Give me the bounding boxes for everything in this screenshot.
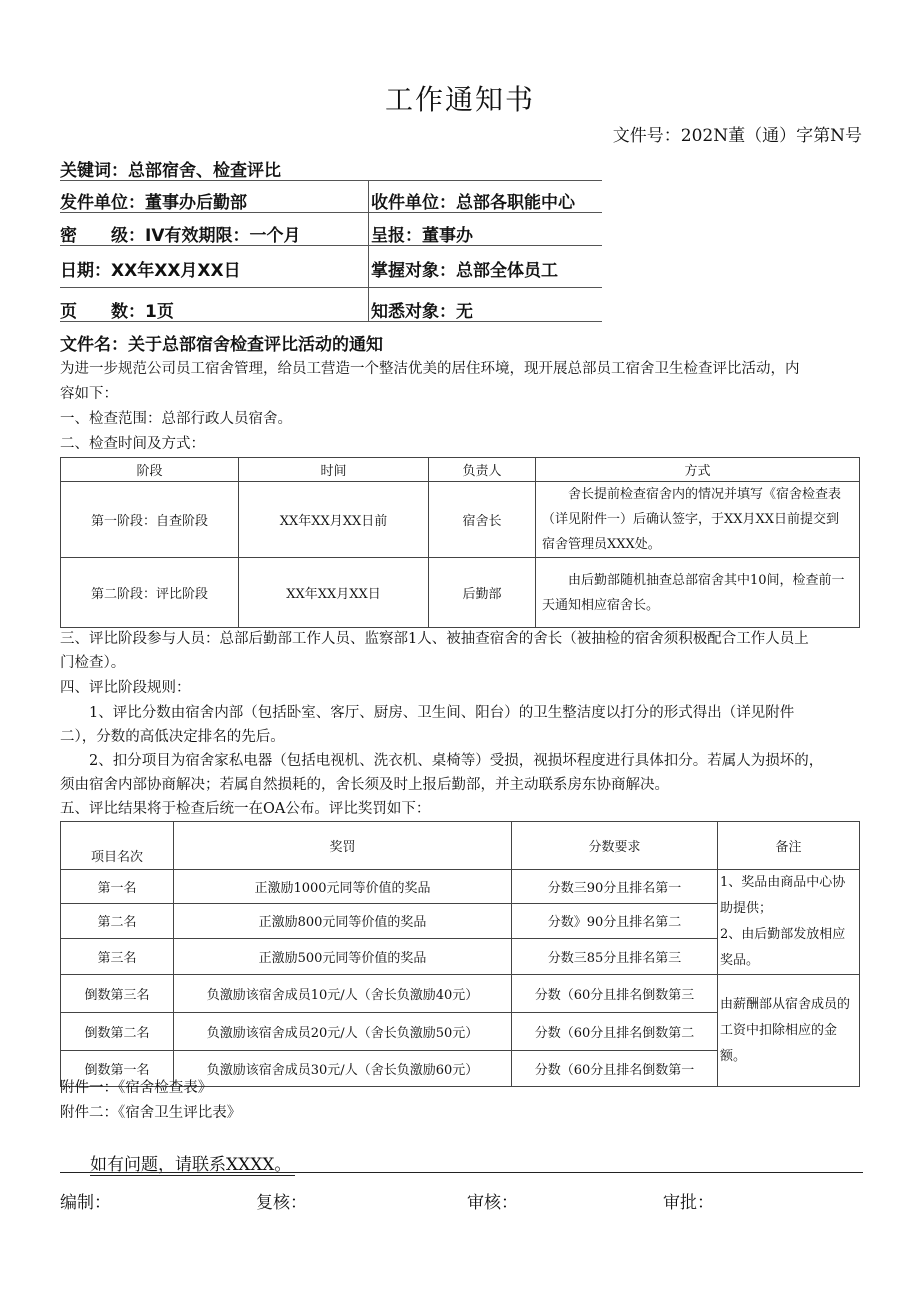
- owner-cell: 后勤部: [429, 558, 536, 628]
- rule-1-line-2: 二），分数的高低决定排名的先后。: [60, 729, 285, 745]
- receiver: 收件单位：总部各职能中心: [371, 193, 575, 213]
- note-line: 工资中扣除相应的金: [720, 1022, 838, 1038]
- secret-level: 密 级：IV有效期限：一个月: [60, 226, 301, 246]
- table-header: 阶段: [61, 458, 239, 482]
- table-header: 方式: [536, 458, 860, 482]
- footer-divider: [60, 1172, 863, 1173]
- note-line: 2、由后勤部发放相应: [720, 927, 846, 942]
- section-5: 五、评比结果将于检查后统一在OA公布。评比奖罚如下：: [60, 801, 431, 817]
- section-3-line-2: 门检查）。: [60, 655, 126, 671]
- rule-1-line-1: 1、评比分数由宿舍内部（包括卧室、客厅、厨房、卫生间、阳台）的卫生整洁度以打分的形式得出（详见附件: [60, 705, 795, 721]
- rank-cell: 第三名: [61, 939, 174, 975]
- file-name: 文件名：关于总部宿舍检查评比活动的通知: [60, 335, 383, 355]
- method-line: 由后勤部随机抽查总部宿舍其中10间，检查前一: [542, 572, 845, 588]
- rank-cell: 第一名: [61, 870, 174, 904]
- sig-approve: 审批：: [663, 1193, 714, 1213]
- sig-compile: 编制：: [60, 1193, 111, 1213]
- grasp-target: 掌握对象：总部全体员工: [371, 261, 558, 281]
- divider: [60, 287, 602, 288]
- method-line: （详见附件一）后确认签字，于XX月XX日前提交到: [542, 512, 840, 527]
- rule-2-line-1: 2、扣分项目为宿舍家私电器（包括电视机、洗衣机、桌椅等）受损，视损坏程度进行具体扣分。若属人为损坏的，: [60, 753, 824, 769]
- reward-table: [60, 821, 860, 1087]
- divider: [60, 245, 602, 246]
- table-row: [61, 558, 860, 628]
- rank-cell: 倒数第一名: [61, 1051, 174, 1087]
- score-cell: 分数》90分且排名第二: [512, 903, 718, 939]
- section-4: 四、评比阶段规则：: [60, 680, 191, 696]
- stage-cell: 第一阶段：自查阶段: [61, 482, 239, 558]
- attachment-2: 附件二：《宿舍卫生评比表》: [60, 1105, 242, 1121]
- note-positive: [718, 870, 860, 975]
- section-3-line-1: 三、评比阶段参与人员：总部后勤部工作人员、监察部1人、被抽查宿舍的舍长（被抽检的宿舍须积极配合工作人员上: [60, 631, 809, 647]
- time-cell: XX年XX月XX日: [239, 558, 429, 628]
- note-line: 由薪酬部从宿舍成员的: [720, 996, 851, 1012]
- know-target: 知悉对象：无: [371, 302, 473, 322]
- report-to: 呈报：董事办: [371, 226, 473, 246]
- score-cell: 分数（60分且排名倒数第三: [512, 975, 718, 1013]
- table-header: 时间: [239, 458, 429, 482]
- table-row: [61, 870, 860, 904]
- divider: [60, 321, 602, 322]
- score-cell: 分数三90分且排名第一: [512, 870, 718, 904]
- note-line: 奖品。: [720, 953, 760, 968]
- rank-cell: 倒数第三名: [61, 975, 174, 1013]
- contact-line: 如有问题，请联系XXXX。: [90, 1150, 295, 1176]
- attachment-1: 附件一：《宿舍检查表》: [60, 1080, 213, 1096]
- reward-cell: 正激励500元同等价值的奖品: [174, 939, 512, 975]
- method-line: 天通知相应宿舍长。: [542, 597, 660, 613]
- divider: [60, 180, 602, 181]
- sig-review: 复核：: [256, 1193, 307, 1213]
- table-header: 奖罚: [174, 822, 512, 870]
- divider: [60, 212, 602, 213]
- reward-cell: 正激励1000元同等价值的奖品: [174, 870, 512, 904]
- table-header: 项目名次: [61, 822, 174, 870]
- page-count: 页 数：1页: [60, 302, 174, 322]
- section-1: 一、检查范围：总部行政人员宿舍。: [60, 411, 292, 427]
- intro-line-2: 容如下：: [60, 386, 118, 402]
- table-header: 分数要求: [512, 822, 718, 870]
- rank-cell: 第二名: [61, 903, 174, 939]
- issuer: 发件单位：董事办后勤部: [60, 193, 247, 213]
- date: 日期：XX年XX月XX日: [60, 261, 241, 281]
- method-line: 舍长提前检查宿舍内的情况并填写《宿舍检查表: [542, 487, 842, 502]
- time-cell: XX年XX月XX日前: [239, 482, 429, 558]
- note-line: 助提供；: [720, 901, 773, 916]
- score-cell: 分数三85分且排名第三: [512, 939, 718, 975]
- intro-line-1: 为进一步规范公司员工宿舍管理，给员工营造一个整洁优美的居住环境，现开展总部员工宿舍卫生检查评比活动，内: [60, 361, 800, 377]
- table-row: [61, 975, 860, 1013]
- sig-audit: 审核：: [467, 1193, 518, 1213]
- note-negative: [718, 975, 860, 1087]
- schedule-table: [60, 457, 860, 628]
- score-cell: 分数（60分且排名倒数第一: [512, 1051, 718, 1087]
- table-header: 负责人: [429, 458, 536, 482]
- document-number: 文件号：202N董（通）字第N号: [612, 126, 862, 146]
- page-title: 工作通知书: [384, 83, 535, 116]
- method-line: 宿舍管理员XXX处。: [542, 537, 661, 552]
- method-cell: [536, 558, 860, 628]
- reward-cell: 负激励该宿舍成员10元/人（舍长负激励40元）: [174, 975, 512, 1013]
- reward-cell: 负激励该宿舍成员20元/人（舍长负激励50元）: [174, 1013, 512, 1051]
- method-cell: [536, 482, 860, 558]
- table-header-row: [61, 822, 860, 870]
- table-row: [61, 482, 860, 558]
- note-line: 额。: [720, 1048, 747, 1064]
- reward-cell: 负激励该宿舍成员30元/人（舍长负激励60元）: [174, 1051, 512, 1087]
- rank-cell: 倒数第二名: [61, 1013, 174, 1051]
- table-header: 备注: [718, 822, 860, 870]
- reward-cell: 正激励800元同等价值的奖品: [174, 903, 512, 939]
- note-line: 1、奖品由商品中心协: [720, 875, 846, 890]
- table-header-row: [61, 458, 860, 482]
- keywords: 关键词：总部宿舍、检查评比: [60, 161, 281, 181]
- score-cell: 分数（60分且排名倒数第二: [512, 1013, 718, 1051]
- owner-cell: 宿舍长: [429, 482, 536, 558]
- rule-2-line-2: 须由宿舍内部协商解决；若属自然损耗的，舍长须及时上报后勤部，并主动联系房东协商解决。: [60, 777, 669, 793]
- stage-cell: 第二阶段：评比阶段: [61, 558, 239, 628]
- section-2: 二、检查时间及方式：: [60, 436, 205, 452]
- column-divider: [368, 180, 369, 321]
